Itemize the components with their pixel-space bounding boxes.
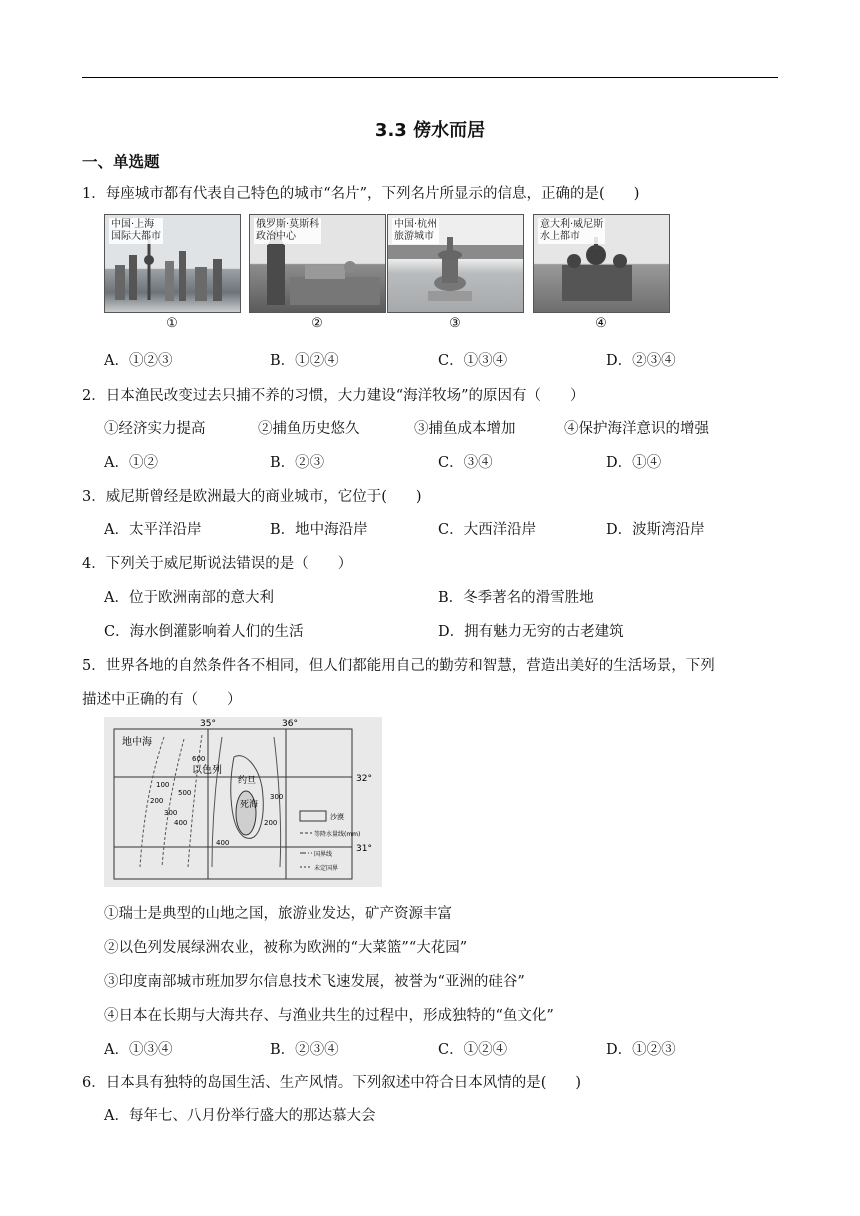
q5-option-b[interactable]: B．②③④ (270, 1042, 339, 1058)
q2-item: ③捕鱼成本增加 (414, 421, 516, 437)
q2-stem: 2．日本渔民改变过去只捕不养的习惯，大力建设“海洋牧场”的原因有（ ） (82, 388, 585, 404)
isoline-label: 100 (156, 781, 170, 789)
q3-option-b[interactable]: B．地中海沿岸 (270, 522, 368, 538)
q5-option-c[interactable]: C．①②④ (438, 1042, 508, 1058)
isoline-label: 500 (178, 789, 192, 797)
q5-item: ③印度南部城市班加罗尔信息技术飞速发展，被誉为“亚洲的硅谷” (104, 974, 525, 990)
isoline-label: 200 (150, 797, 164, 805)
isoline-label: 400 (174, 819, 188, 827)
israel-map (104, 717, 382, 887)
lat-label: 31° (356, 844, 372, 854)
q2-option-d[interactable]: D．①④ (606, 455, 662, 471)
isoline-label: 300 (270, 793, 284, 801)
photo-number: ① (166, 316, 178, 331)
legend-label: 未定国界 (314, 865, 339, 872)
photo-moscow (249, 214, 386, 313)
q3-stem: 3．威尼斯曾经是欧洲最大的商业城市，它位于( ) (82, 489, 422, 505)
q6-stem: 6．日本具有独特的岛国生活、生产风情。下列叙述中符合日本风情的是( ) (82, 1075, 582, 1091)
q3-option-d[interactable]: D．波斯湾沿岸 (606, 522, 705, 538)
q3-option-a[interactable]: A．太平洋沿岸 (104, 522, 202, 538)
lon-label: 36° (282, 719, 298, 729)
lake-label: 死海 (240, 800, 259, 810)
isoline-label: 300 (164, 809, 178, 817)
page-title: 3.3 傍水而居 (374, 120, 486, 141)
photo-caption: 中国·上海 国际大都市 (111, 219, 161, 242)
q5-item: ②以色列发展绿洲农业，被称为欧洲的“大菜篮”“大花园” (104, 940, 468, 956)
photo-caption: 俄罗斯·莫斯科 政治中心 (256, 219, 320, 242)
q5-item: ④日本在长期与大海共存、与渔业共生的过程中，形成独特的“鱼文化” (104, 1008, 554, 1024)
isoline-label: 400 (216, 839, 230, 847)
jordan-label: 约旦 (238, 776, 257, 786)
photo-hangzhou (387, 214, 524, 313)
q5-stem-cont: 描述中正确的有（ ） (82, 692, 242, 708)
isoline-label: 600 (192, 755, 206, 763)
legend-label: 等降水量线(mm) (314, 831, 361, 838)
photo-number: ③ (449, 316, 461, 331)
q5-option-d[interactable]: D．①②③ (606, 1042, 676, 1058)
q6-option-a[interactable]: A．每年七、八月份举行盛大的那达慕大会 (104, 1108, 376, 1124)
q2-item: ①经济实力提高 (104, 421, 206, 437)
q4-stem: 4．下列关于威尼斯说法错误的是（ ） (82, 556, 353, 572)
q2-item: ②捕鱼历史悠久 (258, 421, 360, 437)
q4-option-b[interactable]: B．冬季著名的滑雪胜地 (438, 590, 594, 606)
photo-venice (533, 214, 670, 313)
legend-label: 国界线 (314, 851, 333, 858)
photo-caption: 意大利·威尼斯 水上都市 (540, 219, 604, 242)
lat-label: 32° (356, 774, 372, 784)
map-drawing (104, 717, 382, 887)
q3-option-c[interactable]: C．大西洋沿岸 (438, 522, 537, 538)
q1-option-a[interactable]: A．①②③ (104, 353, 173, 369)
q2-option-c[interactable]: C．③④ (438, 455, 493, 471)
country-label: 以色列 (192, 765, 222, 776)
photo-number: ④ (595, 316, 607, 331)
legend-label: 沙漠 (330, 813, 344, 821)
q5-stem: 5．世界各地的自然条件各不相同，但人们都能用自己的勤劳和智慧，营造出美好的生活场景，下列 (82, 658, 715, 674)
photo-caption: 中国·杭州 旅游城市 (394, 219, 438, 242)
q1-stem: 1．每座城市都有代表自己特色的城市“名片”，下列名片所显示的信息，正确的是( ) (82, 186, 640, 202)
q4-option-c[interactable]: C．海水倒灌影响着人们的生活 (104, 624, 304, 640)
sea-label: 地中海 (122, 737, 152, 748)
q5-option-a[interactable]: A．①③④ (104, 1042, 173, 1058)
header-rule (82, 77, 778, 78)
q2-option-a[interactable]: A．①② (104, 455, 158, 471)
isoline-label: 200 (264, 819, 278, 827)
lon-label: 35° (200, 719, 216, 729)
q2-option-b[interactable]: B．②③ (270, 455, 325, 471)
q4-option-d[interactable]: D．拥有魅力无穷的古老建筑 (438, 624, 624, 640)
section-heading: 一、单选题 (82, 153, 160, 171)
q2-item: ④保护海洋意识的增强 (564, 421, 709, 437)
photo-shanghai (104, 214, 241, 313)
q1-option-c[interactable]: C．①③④ (438, 353, 508, 369)
q1-option-d[interactable]: D．②③④ (606, 353, 676, 369)
q4-option-a[interactable]: A．位于欧洲南部的意大利 (104, 590, 274, 606)
q5-item: ①瑞士是典型的山地之国，旅游业发达，矿产资源丰富 (104, 906, 452, 922)
q1-option-b[interactable]: B．①②④ (270, 353, 339, 369)
photo-number: ② (311, 316, 323, 331)
